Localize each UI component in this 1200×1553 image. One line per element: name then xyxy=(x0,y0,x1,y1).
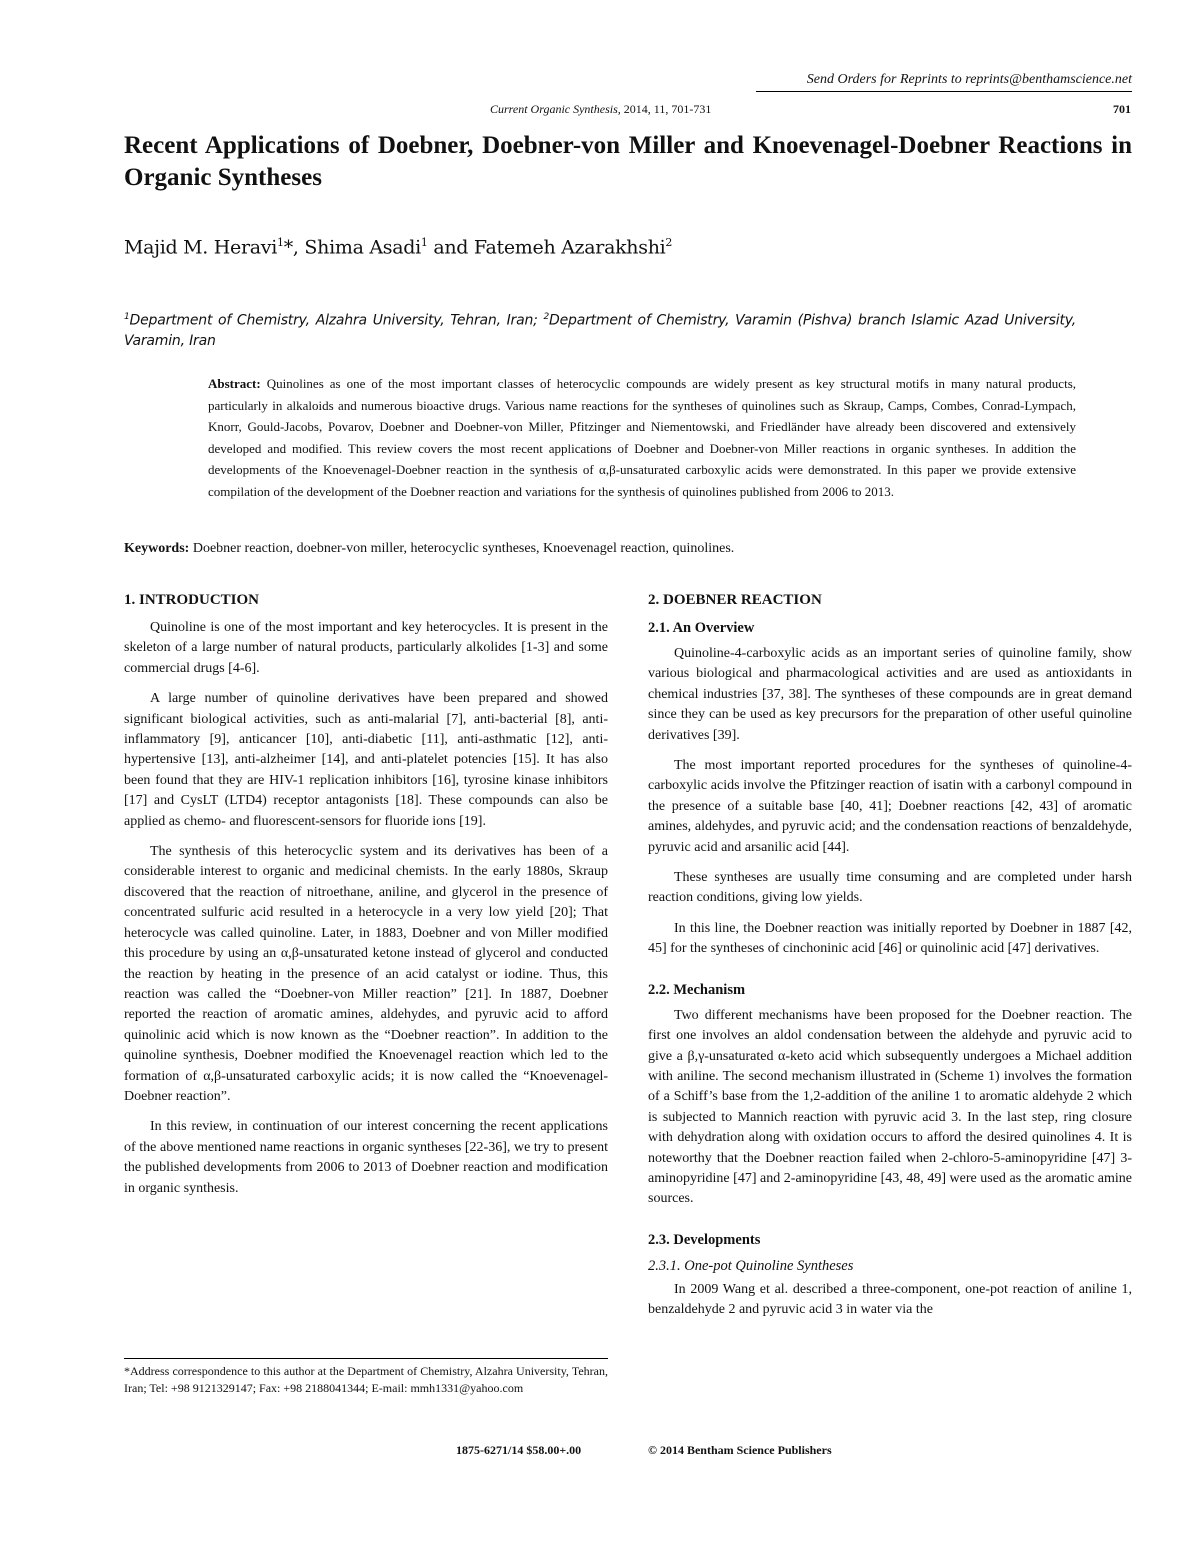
author-3-affil: 2 xyxy=(665,236,673,249)
paragraph: In 2009 Wang et al. described a three-component, one-pot reaction of aniline 1, benzaldehyde 2 and pyruvic acid 3 in water via the xyxy=(648,1281,1132,1318)
abstract-text: Quinolines as one of the most important classes of heterocyclic compounds are widely present as key structural motifs in many natural products, particularly in alkaloids and numerous bioactive drugs. Various name reactions for the syntheses of quinolines such as Skraup, Camps, Combes, Conrad-Lympach, Knorr, Gould-Jacobs, Povarov, Doebner and Doebner-von Miller, Pfitzinger and Niementowski, and Friedländer have already been discovered and extensively developed and modified. This review covers the most recent applications of Doebner and Doebner-von Miller reactions in organic syntheses. In addition the developments of the Knoevenagel-Doebner reaction in the synthesis of α,β-unsaturated carboxylic acids were demonstrated. In this paper we provide extensive compilation of the development of the Doebner reaction and variations for the synthesis of quinolines published from 2006 to 2013. xyxy=(208,376,1076,499)
correspondence-footnote: *Address correspondence to this author at the Department of Chemistry, Alzahra University, Tehran, Iran; Tel: +98 9121329147; Fax: +98 2188041344; E-mail: mmh1331@yahoo.com xyxy=(124,1358,608,1397)
subsubsection-heading-one-pot: 2.3.1. One-pot Quinoline Syntheses xyxy=(648,1257,854,1274)
journal-name: Current Organic Synthesis, xyxy=(490,102,621,116)
paragraph: Quinoline is one of the most important and key heterocycles. It is present in the skeleton of a large number of natural products, particularly alkolides [1-3] and some commercial drugs [4-6]. xyxy=(124,620,608,676)
author-and: and xyxy=(427,236,474,259)
paragraph: In this line, the Doebner reaction was initially reported by Doebner in 1887 [42, 45] for the syntheses of cinchoninic acid [46] or quinolinic acid [47] derivatives. xyxy=(648,920,1132,957)
author-1: Majid M. Heravi xyxy=(124,236,278,259)
journal-details: 2014, 11, 701-731 xyxy=(620,102,712,116)
right-column xyxy=(648,590,1132,1331)
affil-1: Department of Chemistry, Alzahra University, Tehran, Iran; xyxy=(129,312,544,329)
reprint-notice: Send Orders for Reprints to reprints@benthamscience.net xyxy=(756,72,1132,92)
section-heading-introduction: 1. INTRODUCTION xyxy=(124,592,260,608)
journal-citation xyxy=(490,102,711,117)
paragraph: A large number of quinoline derivatives have been prepared and showed significant biological activities, such as anti-malarial [7], anti-bacterial [8], anti-inflammatory [9], anticancer [10], anti-diabetic [11], anti-asthmatic [12], anti-hypertensive [13], anti-alzheimer [14], and anti-platelet potencies [15]. It has also been found that they are HIV-1 replication inhibitors [16], tyrosine kinase inhibitors [17] and CysLT (LTD4) receptor antagonists [18]. These compounds can also be applied as chemo- and fluorescent-sensors for fluoride ions [19]. xyxy=(124,691,608,829)
author-1-affil: 1 xyxy=(277,236,284,249)
paper-title: Recent Applications of Doebner, Doebner-von Miller and Knoevenagel-Doebner Reactions in Organic Syntheses xyxy=(124,132,1132,191)
affil-1-sup: 1 xyxy=(124,312,130,322)
copyright: © 2014 Bentham Science Publishers xyxy=(648,1443,832,1457)
affil-2-sup: 2 xyxy=(543,312,550,322)
keywords xyxy=(124,541,1024,557)
section-heading-doebner: 2. DOEBNER REACTION xyxy=(648,592,822,608)
subsection-heading-overview: 2.1. An Overview xyxy=(648,620,755,636)
paragraph: These syntheses are usually time consuming and are completed under harsh reaction conditions, giving low yields. xyxy=(648,870,1132,906)
author-list xyxy=(124,236,672,258)
keywords-label: Keywords: xyxy=(124,541,190,556)
abstract-label: Abstract: xyxy=(208,376,261,391)
affil-2: Department of Chemistry, Varamin (Pishva) branch Islamic Azad University, Varamin, Iran xyxy=(124,312,1076,349)
author-3: Fatemeh Azarakhshi xyxy=(473,236,666,259)
affiliations xyxy=(124,307,1076,351)
subsection-heading-mechanism: 2.2. Mechanism xyxy=(648,981,746,998)
paragraph: Two different mechanisms have been proposed for the Doebner reaction. The first one involves an aldol condensation between the aldehyde and pyruvic acid to give a β,γ-unsaturated α-keto acid which subsequently undergoes a Michael addition with aniline. The second mechanism illustrated in (Scheme 1) involves the formation of a Schiff’s base from the 1,2-addition of the aniline 1 to aromatic aldehyde 2 which is subjected to Mannich reaction with pyruvic acid 3. In the last step, ring closure with dehydration along with oxidation occurs to afford the desired quinolines 4. It is noteworthy that the Doebner reaction failed when 2-chloro-5-aminopyridine [47] 3-aminopyridine [47] and 2-aminopyridine [43, 48, 49] were used as the aromatic amine sources. xyxy=(648,1007,1132,1207)
keywords-text: Doebner reaction, doebner-von miller, heterocyclic syntheses, Knoevenagel reaction, quinolines. xyxy=(189,541,735,556)
author-2-affil: 1 xyxy=(420,236,428,249)
subsection-heading-developments: 2.3. Developments xyxy=(648,1231,761,1248)
paragraph: The synthesis of this heterocyclic system and its derivatives has been of a considerable interest to organic and medicinal chemists. In the early 1880s, Skraup discovered that the reaction of nitroethane, aniline, and glycerol in the presence of concentrated sulfuric acid resulted in a heterocycle in a very low yield [20]; That heterocycle was called quinoline. Later, in 1883, Doebner and von Miller modified this procedure by using an α,β-unsaturated ketone instead of glycerol and conducted the reaction by heating in the presence of an acid catalyst or iodine. Thus, this reaction was called the “Doebner-von Miller reaction” [21]. In 1887, Doebner reported the reaction of aromatic amines, aldehydes, and pyruvic acid to afford quinolinic acid which is now known as the “Doebner reaction”. In addition to the quinoline synthesis, Doebner modified the Knoevenagel reaction which led to the formation of α,β-unsaturated carboxylic acids; it is now called the “Knoevenagel-Doebner reaction”. xyxy=(124,844,608,1104)
paragraph: In this review, in continuation of our interest concerning the recent applications of the above mentioned name reactions in organic syntheses [22-36], we try to present the published developments from 2006 to 2013 of Doebner reaction and modification in organic synthesis. xyxy=(124,1119,608,1196)
page-number: 701 xyxy=(1113,102,1131,116)
abstract xyxy=(208,373,1076,503)
issn-price: 1875-6271/14 $58.00+.00 xyxy=(456,1443,582,1457)
corresponding-mark: *, xyxy=(283,236,305,259)
paragraph: Quinoline-4-carboxylic acids as an important series of quinoline family, show various biological and pharmacological activities and are used as antioxidants in chemical industries [37, 38]. The syntheses of these compounds are in great demand since they can be used as key precursors for the preparation of other useful quinoline derivatives [39]. xyxy=(648,646,1132,743)
paragraph: The most important reported procedures for the syntheses of quinoline-4-carboxylic acids involve the Pfitzinger reaction of isatin with a carbonyl compound in the presence of a suitable base [40, 41]; Doebner reactions [42, 43] of aromatic amines, aldehydes, and pyruvic acid; and the condensation reactions of benzaldehyde, pyruvic acid and arsanilic acid [44]. xyxy=(648,758,1132,855)
left-column xyxy=(124,590,608,1209)
author-2: Shima Asadi xyxy=(304,236,421,259)
